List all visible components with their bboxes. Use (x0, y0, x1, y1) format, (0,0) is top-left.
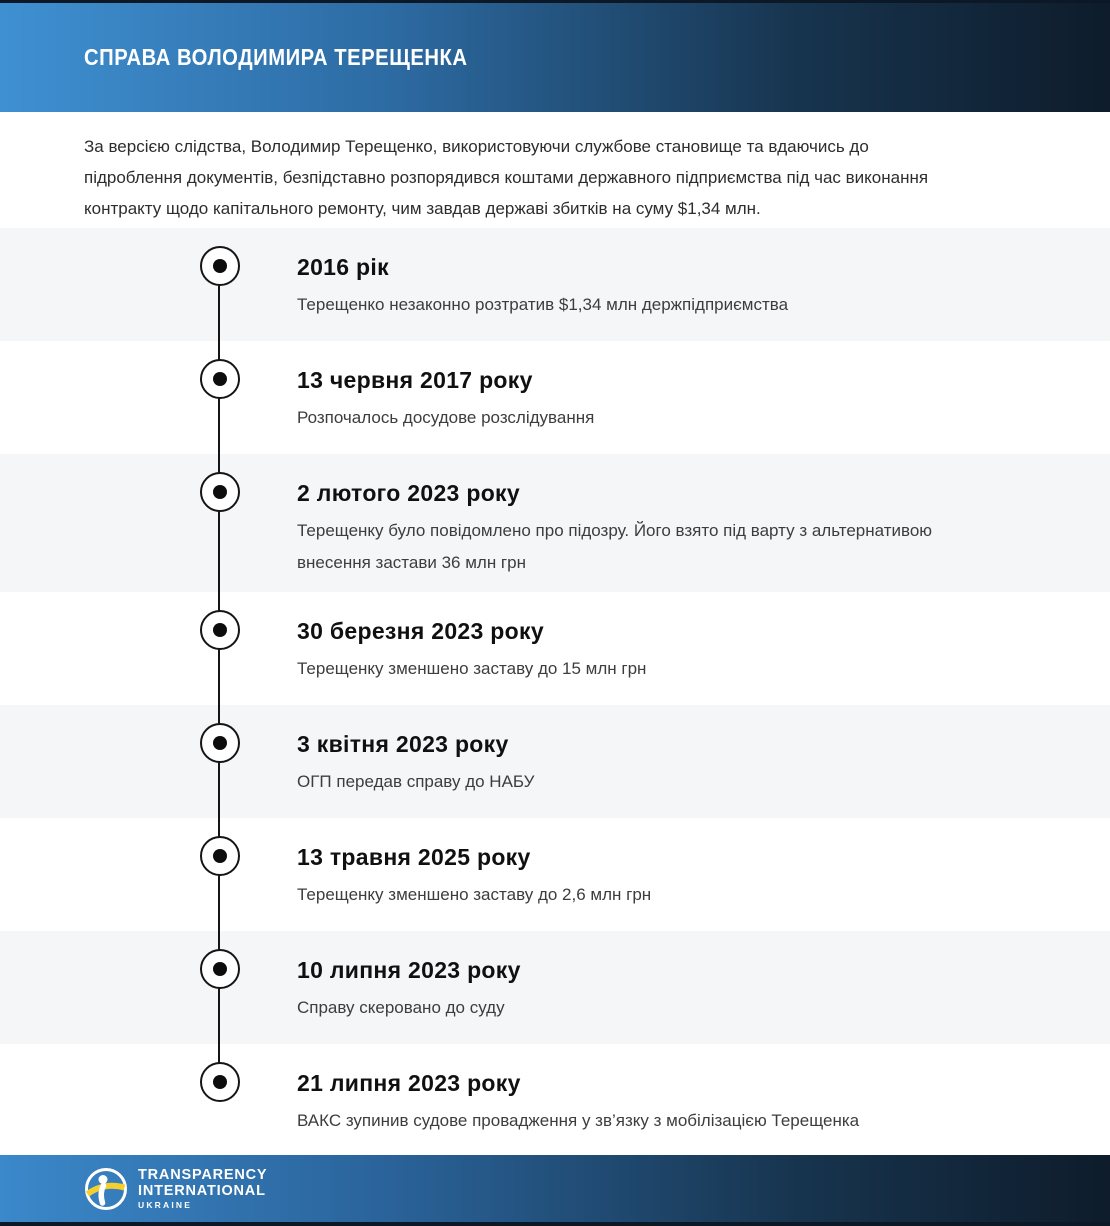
timeline-node-icon (200, 949, 240, 989)
timeline-node-icon (200, 723, 240, 763)
timeline-event-row (0, 341, 1110, 454)
event-description: ОГП передав справу до НАБУ (297, 772, 535, 791)
timeline-event-row (0, 705, 1110, 818)
footer (0, 1155, 1110, 1222)
intro-section (0, 112, 1110, 228)
globe-icon (84, 1167, 128, 1211)
event-description: Терещенко незаконно розтратив $1,34 млн держпідприємства (297, 295, 789, 314)
bottom-border (0, 1222, 1110, 1226)
timeline-event-row (0, 454, 1110, 592)
timeline-event-row (0, 592, 1110, 705)
timeline-event-row (0, 931, 1110, 1044)
timeline-event-row (0, 1044, 1110, 1155)
event-description: ВАКС зупинив судове провадження у зв’язку з мобілізацією Терещенка (297, 1111, 860, 1130)
event-date: 3 квітня 2023 року (297, 731, 509, 757)
logo-line-3: UKRAINE (138, 1199, 193, 1210)
page-title: СПРАВА ВОЛОДИМИРА ТЕРЕЩЕНКА (84, 44, 468, 70)
timeline-node-icon (200, 472, 240, 512)
event-date: 13 травня 2025 року (297, 844, 531, 870)
timeline-node-icon (200, 246, 240, 286)
logo-text (138, 1167, 267, 1211)
header (0, 3, 1110, 112)
event-date: 2016 рік (297, 254, 389, 280)
timeline (0, 228, 1110, 1155)
intro-text: За версією слідства, Володимир Терещенко, використовуючи службове становище та вдаючись до підроблення документів, безпідставно розпорядився коштами державного підприємства під час виконання контракту щодо капітального ремонту, чим завдав державі збитків на суму $1,34 млн. (84, 137, 929, 218)
timeline-event-row (0, 228, 1110, 341)
event-date: 10 липня 2023 року (297, 957, 521, 983)
timeline-event-row (0, 818, 1110, 931)
event-date: 30 березня 2023 року (297, 618, 544, 644)
logo-line-2: INTERNATIONAL (138, 1182, 266, 1199)
timeline-node-icon (200, 836, 240, 876)
timeline-node-icon (200, 610, 240, 650)
transparency-international-logo (84, 1167, 267, 1211)
event-description: Терещенку було повідомлено про підозру. Його взято під варту з альтернативою внесення застави 36 млн грн (297, 521, 933, 572)
event-date: 21 липня 2023 року (297, 1070, 521, 1096)
event-description: Терещенку зменшено заставу до 2,6 млн грн (297, 885, 652, 904)
event-date: 2 лютого 2023 року (297, 480, 520, 506)
event-description: Терещенку зменшено заставу до 15 млн грн (297, 659, 647, 678)
event-description: Справу скеровано до суду (297, 998, 505, 1017)
event-date: 13 червня 2017 року (297, 367, 533, 393)
event-description: Розпочалось досудове розслідування (297, 408, 595, 427)
logo-line-1: TRANSPARENCY (138, 1166, 268, 1183)
timeline-node-icon (200, 1062, 240, 1102)
timeline-node-icon (200, 359, 240, 399)
